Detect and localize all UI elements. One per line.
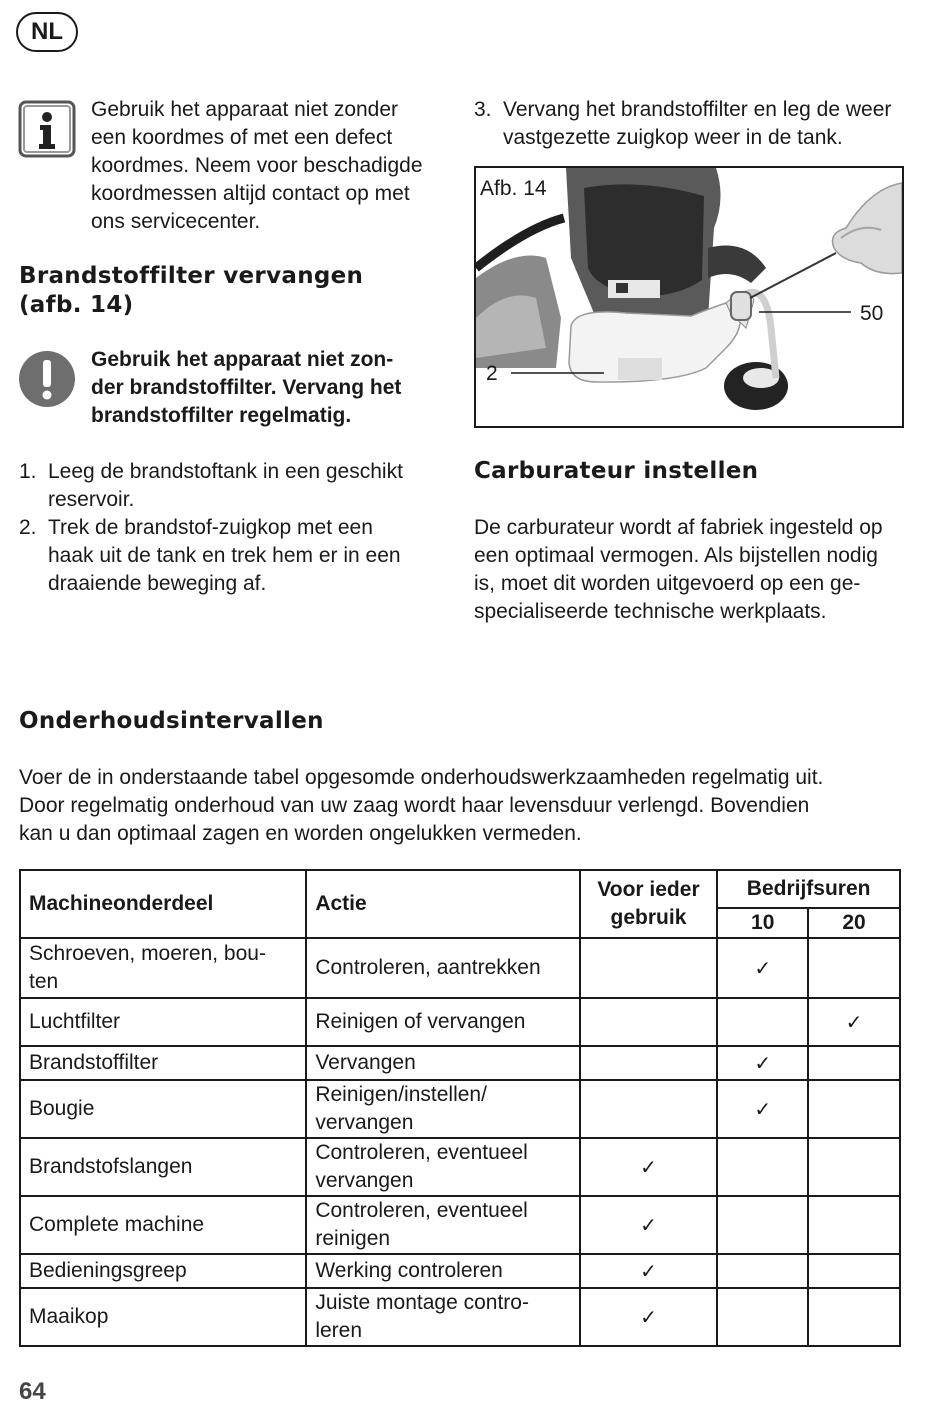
- cell-line: Reinigen of vervangen: [315, 1010, 526, 1033]
- paragraph-line: Voer de in onderstaande tabel opgesomde onderhoudswerkzaamheden regelmatig uit.: [19, 766, 824, 789]
- table-row: [20, 938, 900, 998]
- cell-line: Brandstoffilter: [29, 1051, 159, 1074]
- cell-each-use: [580, 938, 718, 998]
- step-line: Trek de brandstof-zuigkop met een: [48, 516, 373, 539]
- cell-part: [20, 1196, 306, 1254]
- cell-line: Juiste montage contro-: [315, 1291, 529, 1314]
- cell-each-use: [580, 1138, 718, 1196]
- cell-h20: [808, 1046, 900, 1080]
- language-badge: NL: [16, 12, 78, 52]
- cell-action: [306, 1080, 579, 1138]
- warning-line: Gebruik het apparaat niet zon-: [91, 348, 394, 371]
- step-line: draaiende beweging af.: [48, 572, 267, 595]
- section-heading-filter: [19, 262, 363, 320]
- cell-part: [20, 1254, 306, 1288]
- cell-h10: [717, 1046, 808, 1080]
- table-header-row: [20, 870, 900, 908]
- cell-line: Vervangen: [315, 1051, 416, 1074]
- header-operating-hours: Bedrijfsuren: [717, 870, 900, 908]
- cell-action: [306, 1288, 579, 1346]
- list-item: [19, 514, 459, 598]
- cell-each-use: [580, 998, 718, 1046]
- cell-each-use: [580, 1288, 718, 1346]
- cell-part: [20, 1080, 306, 1138]
- paragraph-line: kan u dan optimaal zagen en worden ongelukken vermeden.: [19, 822, 582, 845]
- maintenance-table: [19, 869, 901, 1347]
- checkmark-icon: ✓: [640, 1154, 657, 1179]
- table-row: [20, 1080, 900, 1138]
- cell-action: [306, 1254, 579, 1288]
- carburetor-paragraph: [474, 514, 883, 626]
- checkmark-icon: ✓: [754, 955, 772, 980]
- info-note-line: ons servicecenter.: [91, 210, 261, 233]
- info-note-line: koordmessen altijd contact op met: [91, 182, 410, 205]
- heading-line: Brandstoffilter vervangen: [19, 263, 364, 289]
- checkmark-icon: ✓: [640, 1212, 657, 1237]
- step-line: haak uit de tank en trek hem er in een: [48, 544, 401, 567]
- header-hours-20: 20: [808, 908, 900, 938]
- info-note-text: [91, 96, 423, 236]
- paragraph-line: is, moet dit worden uitgevoerd op een ge-: [474, 572, 861, 595]
- checkmark-icon: ✓: [640, 1258, 657, 1283]
- header-line: Voor ieder: [597, 878, 700, 901]
- step-line: reservoir.: [48, 488, 135, 511]
- section-heading-carburetor: Carburateur instellen: [474, 458, 759, 484]
- paragraph-line: een optimaal vermogen. Als bijstellen nodig: [474, 544, 878, 567]
- header-hours-10: 10: [717, 908, 808, 938]
- warning-line: der brandstoffilter. Vervang het: [91, 376, 402, 399]
- warning-line: brandstoffilter regelmatig.: [91, 404, 352, 427]
- cell-h10: [717, 1254, 808, 1288]
- table-row: [20, 1288, 900, 1346]
- info-note-line: Gebruik het apparaat niet zonder: [91, 98, 399, 121]
- cell-line: Bedieningsgreep: [29, 1259, 187, 1282]
- figure-14-photo: [474, 166, 904, 428]
- section-heading-maintenance: Onderhoudsintervallen: [19, 708, 324, 734]
- paragraph-line: Door regelmatig onderhoud van uw zaag wordt haar levensduur verlengd. Bovendien: [19, 794, 810, 817]
- table-row: [20, 1254, 900, 1288]
- warning-text: [91, 346, 401, 430]
- header-line: gebruik: [610, 906, 687, 929]
- checkmark-icon: ✓: [845, 1009, 863, 1034]
- cell-line: Reinigen/instellen/: [315, 1083, 487, 1106]
- step-line: Leeg de brandstoftank in een geschikt: [48, 460, 403, 483]
- cell-h10: [717, 1080, 808, 1138]
- cell-action: [306, 998, 579, 1046]
- table-row: [20, 1046, 900, 1080]
- info-note-line: een koordmes of met een defect: [91, 126, 393, 149]
- cell-each-use: [580, 1046, 718, 1080]
- info-note-line: koordmes. Neem voor beschadigde: [91, 154, 423, 177]
- cell-h20: [808, 1254, 900, 1288]
- list-item: [474, 96, 914, 152]
- cell-part: [20, 998, 306, 1046]
- cell-line: Controleren, aantrekken: [315, 956, 541, 979]
- paragraph-line: specialiseerde technische werkplaats.: [474, 600, 827, 623]
- cell-line: Controleren, eventueel: [315, 1199, 528, 1222]
- cell-part: [20, 1046, 306, 1080]
- page-number: 64: [19, 1378, 46, 1405]
- header-action: Actie: [306, 870, 579, 938]
- checkmark-icon: ✓: [754, 1096, 772, 1121]
- cell-action: [306, 1196, 579, 1254]
- step-line: Vervang het brandstoffilter en leg de weer: [503, 98, 892, 121]
- figure-caption: Afb. 14: [480, 177, 547, 200]
- checkmark-icon: ✓: [640, 1304, 657, 1329]
- cell-h10: [717, 1138, 808, 1196]
- cell-line: Complete machine: [29, 1213, 205, 1236]
- info-icon: [18, 100, 76, 158]
- callout-label-50: 50: [860, 302, 884, 325]
- cell-line: leren: [315, 1319, 363, 1342]
- table-row: [20, 998, 900, 1046]
- cell-line: Brandstofslangen: [29, 1155, 193, 1178]
- cell-line: Bougie: [29, 1097, 95, 1120]
- cell-h10: [717, 1288, 808, 1346]
- cell-action: [306, 938, 579, 998]
- table-body: [20, 938, 900, 1346]
- cell-h20: [808, 998, 900, 1046]
- cell-part: [20, 1138, 306, 1196]
- cell-h20: [808, 1080, 900, 1138]
- step-line: vastgezette zuigkop weer in de tank.: [503, 126, 843, 149]
- cell-line: Werking controleren: [315, 1259, 503, 1282]
- paragraph-line: De carburateur wordt af fabriek ingesteld op: [474, 516, 883, 539]
- cell-line: vervangen: [315, 1111, 414, 1134]
- step-number: 3.: [474, 98, 492, 121]
- cell-each-use: [580, 1254, 718, 1288]
- step-number: 1.: [19, 460, 37, 483]
- cell-h10: [717, 1196, 808, 1254]
- cell-line: Luchtfilter: [29, 1010, 121, 1033]
- cell-h10: [717, 998, 808, 1046]
- heading-line: (afb. 14): [19, 292, 134, 318]
- step-number: 2.: [19, 516, 37, 539]
- fuel-tank-illustration: [476, 168, 902, 426]
- cell-line: reinigen: [315, 1227, 391, 1250]
- table-row: [20, 1138, 900, 1196]
- cell-h20: [808, 938, 900, 998]
- cell-part: [20, 938, 306, 998]
- header-each-use: [580, 870, 718, 938]
- table-row: [20, 1196, 900, 1254]
- cell-line: Controleren, eventueel: [315, 1141, 528, 1164]
- cell-h10: [717, 938, 808, 998]
- cell-each-use: [580, 1080, 718, 1138]
- callout-label-2: 2: [486, 362, 498, 385]
- cell-line: Schroeven, moeren, bou-: [29, 942, 266, 965]
- cell-line: vervangen: [315, 1169, 414, 1192]
- exclamation-warning-icon: [18, 350, 76, 408]
- cell-each-use: [580, 1196, 718, 1254]
- cell-part: [20, 1288, 306, 1346]
- checkmark-icon: ✓: [754, 1050, 772, 1075]
- cell-action: [306, 1138, 579, 1196]
- cell-line: ten: [29, 970, 59, 993]
- cell-h20: [808, 1138, 900, 1196]
- cell-line: Maaikop: [29, 1305, 109, 1328]
- cell-h20: [808, 1288, 900, 1346]
- header-part: Machineonderdeel: [20, 870, 306, 938]
- list-item: [19, 458, 459, 514]
- cell-h20: [808, 1196, 900, 1254]
- maintenance-paragraph: [19, 764, 823, 848]
- cell-action: [306, 1046, 579, 1080]
